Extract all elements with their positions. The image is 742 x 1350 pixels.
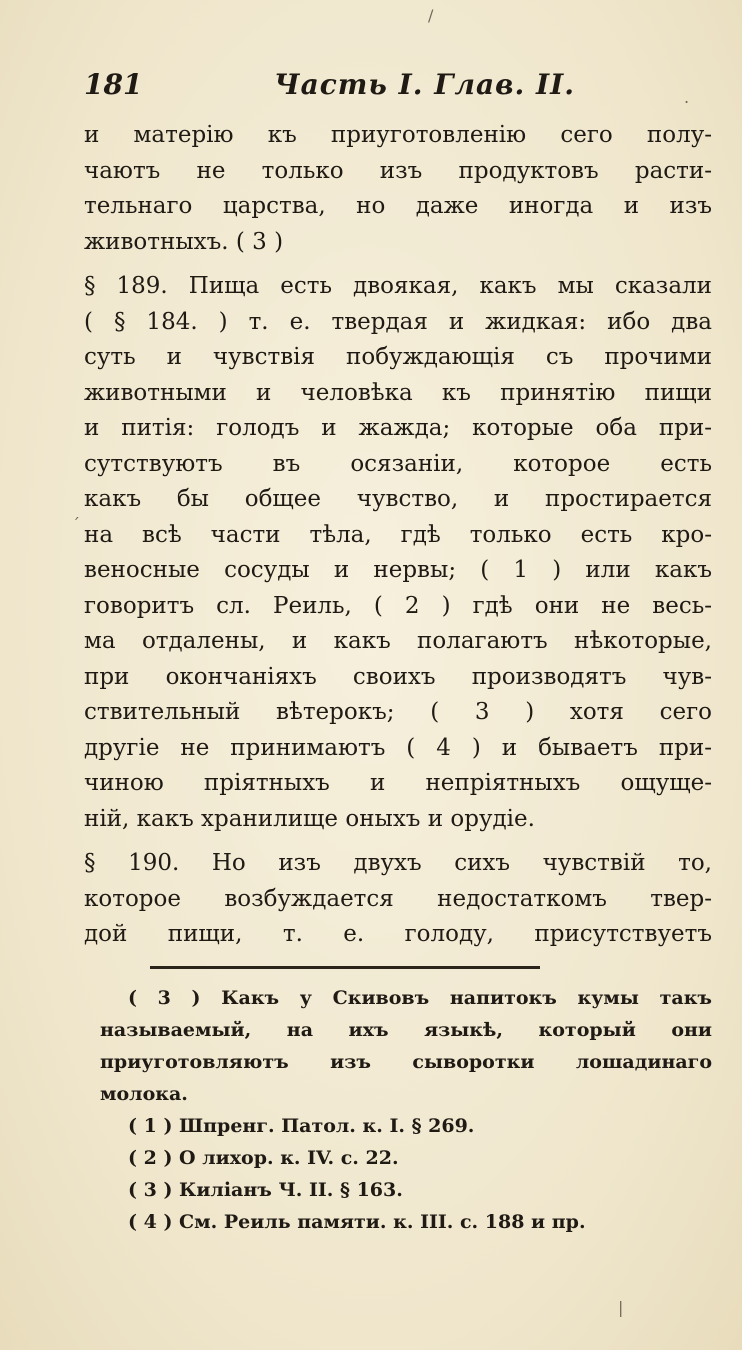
text-line: § 190. Но изъ двухъ сихъ чувствій то,	[84, 850, 712, 876]
footnote-line: ( 3 ) Какъ у Скивовъ напитокъ кумы такъ	[128, 987, 712, 1009]
stray-mark: .	[684, 88, 690, 107]
text-line: веносные сосуды и нервы; ( 1 ) или какъ	[84, 557, 712, 583]
text-line: дой пищи, т. е. голоду, присутствуетъ	[84, 921, 712, 947]
text-line: чиною пріятныхъ и непріятныхъ ощуще-	[84, 770, 712, 796]
text-line: ма отдалены, и какъ полагаютъ нѣкоторые,	[84, 628, 712, 654]
text-line: тельнаго царства, но даже иногда и изъ	[84, 193, 712, 219]
footnote-line: ( 4 ) См. Реиль памяти. к. III. с. 188 и пр.	[128, 1211, 586, 1233]
stray-mark: |	[618, 1298, 624, 1317]
text-line: при окончаніяхъ своихъ производятъ чув-	[84, 663, 712, 690]
text-line: другіе не принимаютъ ( 4 ) и бываетъ при-	[84, 734, 712, 761]
text-line: животныхъ. ( 3 )	[84, 228, 284, 255]
footnote-line: молока.	[100, 1083, 188, 1105]
text-line: какъ бы общее чувство, и простирается	[84, 486, 712, 512]
stray-mark: ´	[72, 515, 80, 534]
stray-mark: /	[428, 6, 434, 25]
footnote-line: ( 3 ) Киліанъ Ч. II. § 163.	[128, 1179, 403, 1201]
text-line: и питія: голодъ и жажда; которые оба при-	[84, 415, 712, 441]
footnote	[100, 1110, 712, 1142]
page-number: 181	[84, 68, 143, 101]
text-line: которое возбуждается недостаткомъ твер-	[84, 885, 712, 912]
paragraph	[84, 118, 712, 260]
text-line: суть и чувствія побуждающія съ прочими	[84, 344, 712, 370]
text-line: ній, какъ хранилище оныхъ и орудіе.	[84, 805, 535, 832]
footnote	[100, 1174, 712, 1206]
text-line: на всѣ части тѣла, гдѣ только есть кро-	[84, 521, 712, 548]
page-header	[84, 68, 684, 108]
text-line: ( § 184. ) т. е. твердая и жидкая: ибо два	[84, 308, 712, 335]
text-line: сутствуютъ въ осязаніи, которое есть	[84, 450, 712, 477]
footnote-line: ( 2 ) О лихор. к. IV. с. 22.	[128, 1147, 399, 1169]
running-title: Часть I. Глав. II.	[274, 68, 575, 101]
main-text	[84, 118, 712, 953]
footnote-divider	[150, 966, 540, 969]
footnote-line: называемый, на ихъ языкѣ, который они	[100, 1019, 712, 1041]
paragraph	[84, 269, 712, 837]
footnote	[100, 1206, 712, 1238]
text-line: говоритъ сл. Реиль, ( 2 ) гдѣ они не весь-	[84, 592, 712, 619]
text-line: чаютъ не только изъ продуктовъ расти-	[84, 157, 712, 184]
footnote-line: ( 1 ) Шпренг. Патол. к. I. § 269.	[128, 1115, 475, 1137]
text-line: и матерію къ приуготовленію сего полу-	[84, 122, 712, 148]
text-line: животными и человѣка къ принятію пищи	[84, 379, 712, 406]
footnote	[100, 1142, 712, 1174]
footnote	[100, 982, 712, 1110]
text-line: ствительный вѣтерокъ; ( 3 ) хотя сего	[84, 699, 712, 725]
paragraph	[84, 846, 712, 953]
text-line: § 189. Пища есть двоякая, какъ мы сказали	[84, 273, 712, 299]
footnotes	[100, 982, 712, 1238]
footnote-line: приуготовляютъ изъ сыворотки лошадинаго	[100, 1051, 712, 1073]
